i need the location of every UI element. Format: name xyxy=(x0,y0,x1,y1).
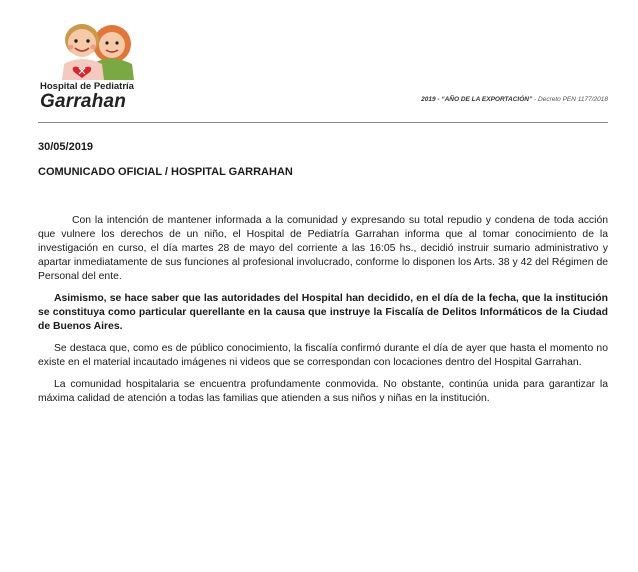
org-name-line1: Hospital de Pediatría xyxy=(40,81,134,92)
org-name-line2: Garrahan xyxy=(40,91,127,112)
header-divider xyxy=(38,122,608,123)
paragraph-2: Asimismo, se hace saber que las autoridades del Hospital han decidido, en el día de la fecha, que la institución se constituya como particular querellante en la causa que instruye la Fiscalía de Delitos Informáticos de la Ciudad de Buenos Aires. xyxy=(38,293,608,332)
document-date: 30/05/2019 xyxy=(38,141,94,153)
document-subject: COMUNICADO OFICIAL / HOSPITAL GARRAHAN xyxy=(38,166,293,178)
paragraph-1: Con la intención de mantener informada a la comunidad y expresando su total repudio y condena de toda acción que vulnere los derechos de un niño, el Hospital de Pediatría Garrahan informa que al tomar conocimiento de la investigación en curso, el día martes 28 de mayo del corriente a las 16:05 hs., decidió instruir sumario administrativo y apartar inmediatamente de sus funciones al profesional involucrado, conforme lo disponen los Arts. 38 y 42 del Régimen de Personal del ente. xyxy=(38,215,608,282)
year-prefix: 2019 - xyxy=(421,96,442,103)
paragraph-3: Se destaca que, como es de público conocimiento, la fiscalía confirmó durante el día de ayer que hasta el momento no existe en el material incautado imágenes ni videos que se correspondan con locaciones dentro del Hospital Garrahan. xyxy=(38,343,608,368)
document-body xyxy=(38,214,608,414)
paragraph-4: La comunidad hospitalaria se encuentra profundamente conmovida. No obstante, continúa unida para garantizar la máxima calidad de atención a todas las familias que atienden a sus niños y niñas en la institución. xyxy=(38,379,608,404)
decree-reference: - Decreto PEN 1177/2018 xyxy=(532,96,608,103)
year-motto: “AÑO DE LA EXPORTACIÓN” xyxy=(441,96,533,103)
two-children-logo-icon xyxy=(46,18,142,80)
header-decree-note xyxy=(421,96,608,103)
